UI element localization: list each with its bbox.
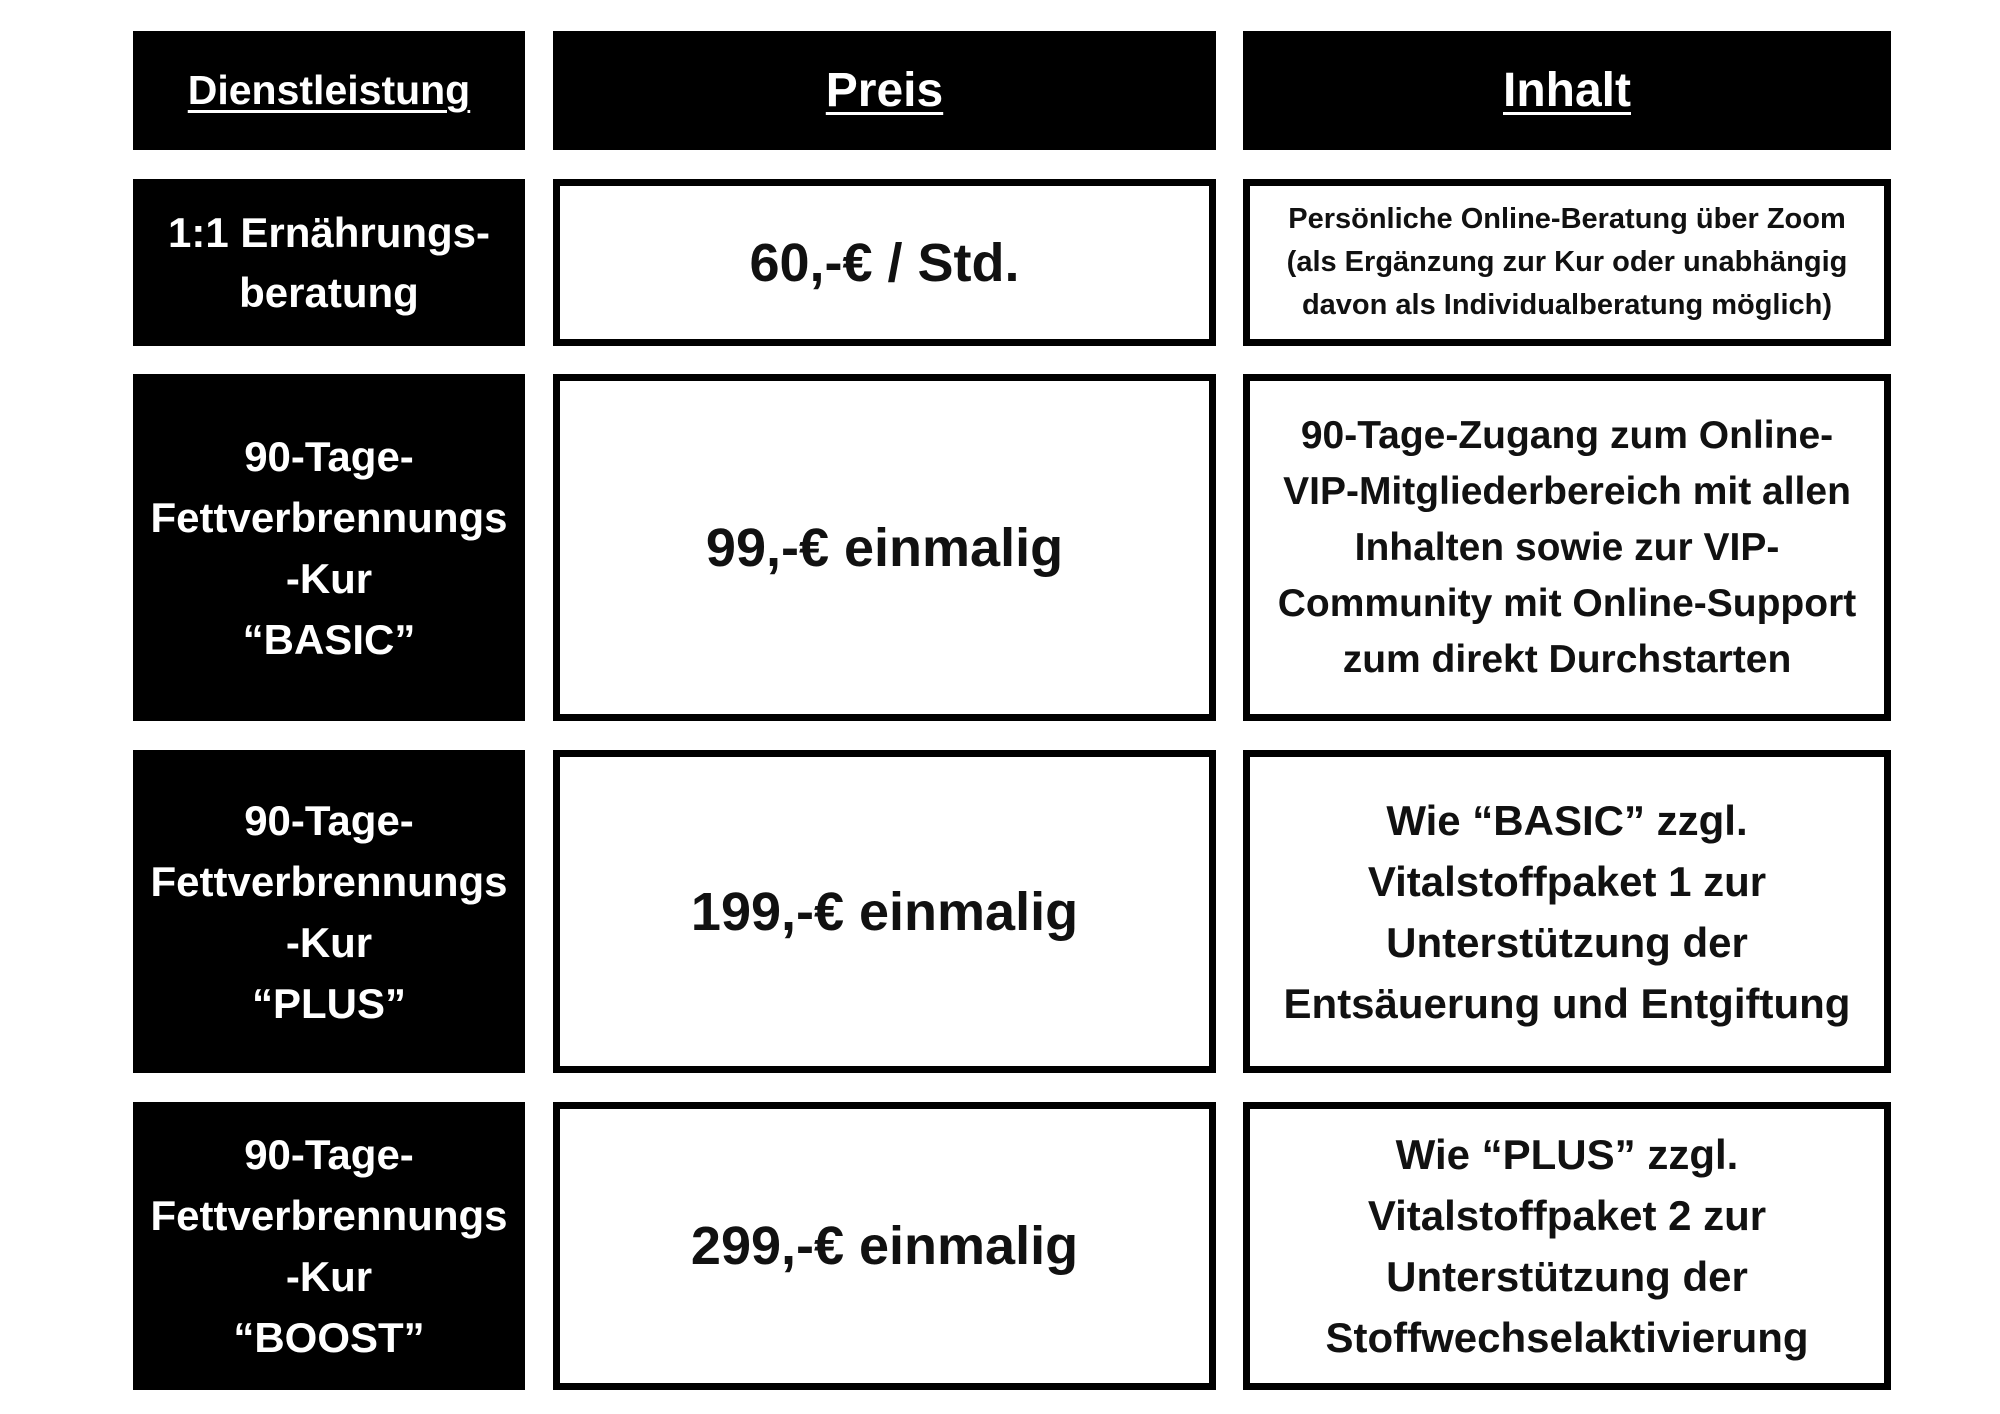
- row-4-price-label: 299,-€ einmalig: [690, 1216, 1079, 1276]
- row-4-price: [553, 1102, 1216, 1390]
- row-3-price-label: 199,-€ einmalig: [690, 881, 1079, 942]
- row-3-content-label: Wie “BASIC” zzgl. Vitalstoffpaket 1 zur Unterstützung der Entsäuerung und Entgiftung: [1283, 796, 1851, 1027]
- row-2-content-label: 90-Tage-Zugang zum Online- VIP-Mitgliederbereich mit allen Inhalten sowie zur VIP- Community mit Online-Support zum direkt Durchstarten: [1277, 413, 1857, 681]
- header-price: [553, 31, 1216, 150]
- header-content-label: Inhalt: [1503, 64, 1631, 117]
- row-3-service: [133, 750, 525, 1073]
- row-3-service-label: 90-Tage- Fettverbrennungs -Kur “PLUS”: [150, 796, 508, 1027]
- header-price-label: Preis: [825, 64, 944, 117]
- row-2-price: [553, 374, 1216, 721]
- row-1-price: [553, 179, 1216, 346]
- row-2-price-label: 99,-€ einmalig: [705, 517, 1064, 578]
- row-4-service: [133, 1102, 525, 1390]
- row-3-content: [1243, 750, 1891, 1073]
- header-service: [133, 31, 525, 150]
- header-service-label: Dienstleistung: [187, 67, 471, 113]
- row-1-service: [133, 179, 525, 346]
- row-4-service-label: 90-Tage- Fettverbrennungs -Kur “BOOST”: [150, 1131, 508, 1361]
- row-1-content-label: Persönliche Online-Beratung über Zoom (als Ergänzung zur Kur oder unabhängig davon als Individualberatung möglich): [1286, 203, 1848, 321]
- row-2-service-label: 90-Tage- Fettverbrennungs -Kur “BASIC”: [150, 432, 508, 663]
- row-1-price-label: 60,-€ / Std.: [749, 232, 1020, 293]
- row-3-price: [553, 750, 1216, 1073]
- row-4-content-label: Wie “PLUS” zzgl. Vitalstoffpaket 2 zur Unterstützung der Stoffwechselaktivierung: [1325, 1131, 1809, 1361]
- row-4-content: [1243, 1102, 1891, 1390]
- row-2-service: [133, 374, 525, 721]
- header-content: [1243, 31, 1891, 150]
- row-2-content: [1243, 374, 1891, 721]
- row-1-service-label: 1:1 Ernährungs- beratung: [167, 208, 491, 316]
- row-1-content: [1243, 179, 1891, 346]
